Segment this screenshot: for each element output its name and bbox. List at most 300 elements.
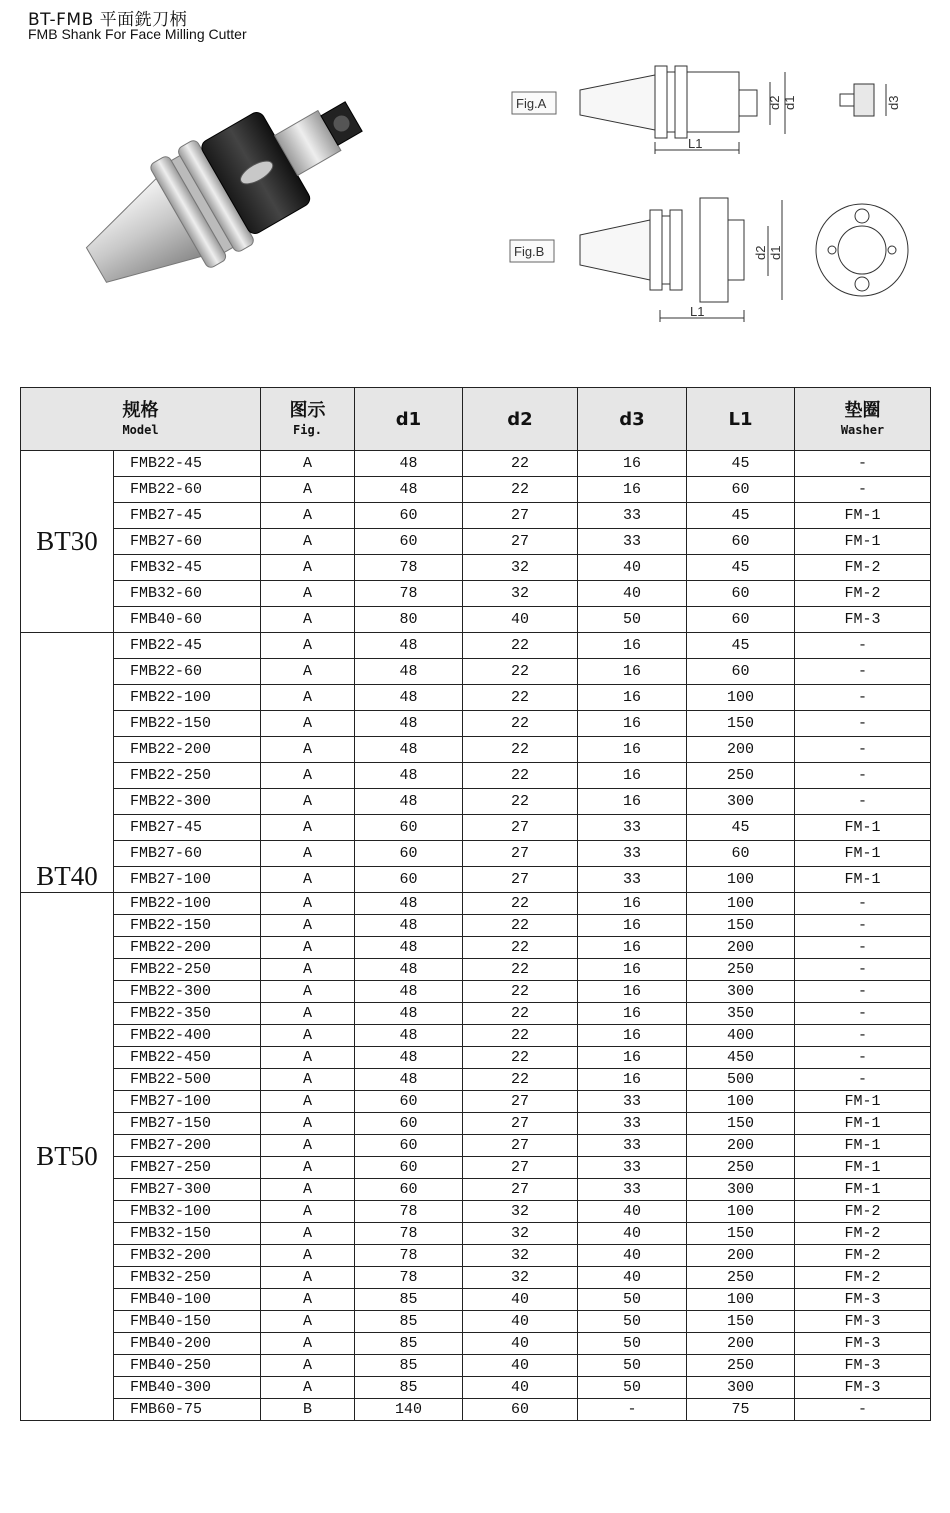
cell-l1: 45 [687,503,795,529]
cell-d3: 50 [578,1311,687,1333]
cell-model: FMB22-60 [114,659,261,685]
cell-d2: 32 [463,1245,578,1267]
cell-model: FMB40-60 [114,607,261,633]
cell-d1: 80 [355,607,463,633]
cell-model: FMB32-45 [114,555,261,581]
cell-d3: 50 [578,1333,687,1355]
cell-d1: 85 [355,1333,463,1355]
cell-d1: 60 [355,1135,463,1157]
table-row [21,633,931,659]
cell-d1: 85 [355,1311,463,1333]
table-row [21,893,931,915]
cell-d1: 48 [355,685,463,711]
cell-l1: 300 [687,1377,795,1399]
page-title: BT-FMB 平面銑刀柄 [28,10,188,30]
cell-model: FMB22-100 [114,685,261,711]
cell-fig: A [261,555,355,581]
cell-l1: 100 [687,1091,795,1113]
cell-fig: A [261,1069,355,1091]
cell-washer: FM-2 [795,1201,931,1223]
cell-d2: 60 [463,1399,578,1421]
cell-l1: 60 [687,581,795,607]
cell-d3: 16 [578,959,687,981]
cell-d2: 22 [463,915,578,937]
cell-l1: 100 [687,867,795,893]
table-row [21,815,931,841]
cell-d3: 33 [578,503,687,529]
table-row [21,1157,931,1179]
cell-washer: - [795,893,931,915]
table-row [21,1047,931,1069]
cell-model: FMB32-200 [114,1245,261,1267]
header-l1: L1 [687,388,795,451]
cell-washer: - [795,711,931,737]
cell-model: FMB27-200 [114,1135,261,1157]
cell-d1: 60 [355,815,463,841]
cell-l1: 250 [687,1157,795,1179]
cell-d3: 16 [578,685,687,711]
cell-fig: B [261,1399,355,1421]
cell-d1: 60 [355,841,463,867]
cell-washer: FM-1 [795,503,931,529]
cell-fig: A [261,1135,355,1157]
cell-d2: 22 [463,659,578,685]
cell-l1: 45 [687,815,795,841]
cell-model: FMB40-100 [114,1289,261,1311]
cell-l1: 60 [687,529,795,555]
cell-model: FMB22-250 [114,959,261,981]
cell-fig: A [261,1223,355,1245]
table-row [21,555,931,581]
cell-washer: FM-1 [795,1179,931,1201]
cell-d3: 16 [578,915,687,937]
cell-d2: 27 [463,815,578,841]
cell-d3: 16 [578,763,687,789]
cell-d1: 78 [355,555,463,581]
cell-washer: FM-1 [795,1135,931,1157]
cell-d3: 40 [578,1245,687,1267]
cell-fig: A [261,1113,355,1135]
table-row [21,477,931,503]
cell-d2: 27 [463,1091,578,1113]
table-row [21,1223,931,1245]
cell-d3: 16 [578,937,687,959]
cell-d3: 33 [578,529,687,555]
cell-d3: 16 [578,1003,687,1025]
cell-washer: FM-1 [795,1113,931,1135]
cell-model: FMB22-45 [114,451,261,477]
cell-washer: FM-1 [795,1157,931,1179]
table-row [21,789,931,815]
cell-d3: 16 [578,1047,687,1069]
table-row [21,659,931,685]
cell-d1: 60 [355,1091,463,1113]
cell-d3: 16 [578,981,687,1003]
table-row [21,1091,931,1113]
cell-d2: 32 [463,1223,578,1245]
cell-d3: 16 [578,789,687,815]
cell-d2: 27 [463,1113,578,1135]
cell-fig: A [261,1355,355,1377]
cell-d3: 50 [578,1355,687,1377]
table-row [21,867,931,893]
cell-washer: FM-1 [795,1091,931,1113]
cell-fig: A [261,1267,355,1289]
cell-fig: A [261,867,355,893]
cell-washer: - [795,981,931,1003]
cell-d3: 16 [578,633,687,659]
cell-fig: A [261,1333,355,1355]
cell-d1: 60 [355,529,463,555]
table-row [21,1333,931,1355]
fig-b-label: Fig.B [514,244,545,259]
fig-a-d1-label: d1 [782,95,797,110]
cell-d1: 78 [355,1267,463,1289]
fig-b-d2-label: d2 [753,245,768,260]
cell-d1: 48 [355,789,463,815]
cell-d3: 33 [578,841,687,867]
cell-washer: FM-2 [795,1267,931,1289]
cell-d3: 50 [578,1289,687,1311]
cell-fig: A [261,711,355,737]
cell-washer: FM-3 [795,1333,931,1355]
table-row [21,1377,931,1399]
cell-fig: A [261,685,355,711]
cell-model: FMB27-45 [114,503,261,529]
cell-washer: FM-3 [795,1289,931,1311]
cell-d1: 60 [355,503,463,529]
cell-model: FMB32-100 [114,1201,261,1223]
cell-d1: 85 [355,1377,463,1399]
cell-model: FMB22-60 [114,477,261,503]
table-row [21,711,931,737]
cell-l1: 100 [687,1201,795,1223]
cell-l1: 300 [687,789,795,815]
product-photo [55,70,415,300]
cell-model: FMB22-150 [114,915,261,937]
table-header-row [21,388,931,451]
cell-l1: 400 [687,1025,795,1047]
cell-d1: 60 [355,867,463,893]
cell-fig: A [261,1091,355,1113]
cell-d1: 78 [355,581,463,607]
cell-d1: 48 [355,1047,463,1069]
cell-fig: A [261,1157,355,1179]
cell-d2: 27 [463,529,578,555]
cell-l1: 100 [687,685,795,711]
cell-d2: 40 [463,1333,578,1355]
cell-d2: 22 [463,937,578,959]
technical-drawings [500,50,920,350]
cell-model: FMB22-500 [114,1069,261,1091]
cell-model: FMB22-300 [114,981,261,1003]
cell-d3: 40 [578,1223,687,1245]
cell-fig: A [261,1377,355,1399]
table-row [21,1355,931,1377]
cell-d2: 40 [463,1355,578,1377]
table-row [21,503,931,529]
cell-l1: 200 [687,737,795,763]
cell-d3: 16 [578,1025,687,1047]
cell-l1: 250 [687,1355,795,1377]
cell-d3: 33 [578,1113,687,1135]
cell-d2: 27 [463,867,578,893]
cell-d1: 60 [355,1113,463,1135]
cell-d3: 16 [578,451,687,477]
cell-d3: 33 [578,867,687,893]
group-label: BT30 [21,451,114,633]
cell-model: FMB32-60 [114,581,261,607]
cell-d1: 48 [355,959,463,981]
cell-fig: A [261,737,355,763]
cell-d1: 60 [355,1157,463,1179]
cell-model: FMB27-60 [114,841,261,867]
cell-washer: - [795,915,931,937]
cell-washer: - [795,1399,931,1421]
cell-d2: 22 [463,685,578,711]
cell-fig: A [261,893,355,915]
cell-washer: FM-3 [795,607,931,633]
cell-d2: 22 [463,893,578,915]
table-row [21,1245,931,1267]
cell-washer: FM-2 [795,1245,931,1267]
cell-washer: - [795,1003,931,1025]
cell-d2: 22 [463,763,578,789]
header-washer: 垫圈 Washer [795,388,931,451]
cell-washer: - [795,633,931,659]
cell-d1: 85 [355,1355,463,1377]
cell-model: FMB27-100 [114,867,261,893]
cell-d2: 32 [463,1201,578,1223]
cell-model: FMB27-100 [114,1091,261,1113]
cell-l1: 100 [687,1289,795,1311]
cell-d3: 16 [578,711,687,737]
cell-model: FMB32-250 [114,1267,261,1289]
table-row [21,1025,931,1047]
cell-model: FMB22-400 [114,1025,261,1047]
cell-model: FMB27-45 [114,815,261,841]
cell-d2: 22 [463,1025,578,1047]
cell-d1: 78 [355,1245,463,1267]
cell-washer: - [795,451,931,477]
cell-washer: - [795,685,931,711]
table-row [21,1311,931,1333]
table-row [21,529,931,555]
cell-d1: 48 [355,737,463,763]
table-row [21,1201,931,1223]
cell-d3: 33 [578,1157,687,1179]
cell-fig: A [261,915,355,937]
cell-fig: A [261,633,355,659]
cell-fig: A [261,959,355,981]
cell-l1: 200 [687,1135,795,1157]
group-label: BT40 [21,633,114,893]
cell-d3: 40 [578,581,687,607]
header-d2: d2 [463,388,578,451]
cell-fig: A [261,1311,355,1333]
cell-d1: 48 [355,981,463,1003]
cell-model: FMB27-60 [114,529,261,555]
header-model: 规格 Model [21,388,261,451]
cell-washer: - [795,763,931,789]
fig-a-l1-label: L1 [688,136,703,151]
cell-fig: A [261,1003,355,1025]
cell-d1: 48 [355,915,463,937]
page-subtitle: FMB Shank For Face Milling Cutter [28,26,247,42]
cell-l1: 250 [687,959,795,981]
cell-washer: - [795,477,931,503]
cell-d1: 48 [355,1025,463,1047]
cell-d2: 22 [463,451,578,477]
cell-fig: A [261,981,355,1003]
cell-d3: 50 [578,1377,687,1399]
cell-washer: FM-3 [795,1377,931,1399]
cell-l1: 200 [687,1245,795,1267]
table-row [21,1289,931,1311]
cell-d1: 60 [355,1179,463,1201]
cell-d1: 48 [355,633,463,659]
group-label: BT50 [21,893,114,1421]
cell-d2: 27 [463,841,578,867]
table-row [21,451,931,477]
cell-fig: A [261,529,355,555]
cell-d1: 78 [355,1223,463,1245]
cell-d2: 22 [463,1047,578,1069]
cell-d3: - [578,1399,687,1421]
cell-fig: A [261,503,355,529]
table-row [21,959,931,981]
cell-model: FMB27-150 [114,1113,261,1135]
cell-l1: 150 [687,915,795,937]
cell-d2: 22 [463,477,578,503]
cell-washer: FM-3 [795,1311,931,1333]
table-row [21,981,931,1003]
cell-model: FMB22-450 [114,1047,261,1069]
cell-model: FMB22-250 [114,763,261,789]
cell-d2: 40 [463,1377,578,1399]
cell-l1: 150 [687,1113,795,1135]
cell-d2: 22 [463,633,578,659]
table-row [21,937,931,959]
header-d1: d1 [355,388,463,451]
cell-washer: FM-2 [795,1223,931,1245]
cell-l1: 250 [687,1267,795,1289]
cell-d2: 32 [463,555,578,581]
cell-l1: 300 [687,981,795,1003]
cell-washer: FM-1 [795,867,931,893]
table-row [21,1399,931,1421]
cell-d2: 32 [463,1267,578,1289]
cell-d1: 48 [355,937,463,959]
cell-d1: 140 [355,1399,463,1421]
spec-table [20,387,931,1421]
cell-d1: 48 [355,1003,463,1025]
cell-model: FMB27-250 [114,1157,261,1179]
fig-a-d2-label: d2 [767,95,782,110]
table-row [21,915,931,937]
cell-fig: A [261,607,355,633]
table-row [21,737,931,763]
cell-model: FMB22-45 [114,633,261,659]
cell-d1: 85 [355,1289,463,1311]
cell-model: FMB22-300 [114,789,261,815]
cell-fig: A [261,1179,355,1201]
cell-fig: A [261,581,355,607]
cell-l1: 45 [687,555,795,581]
cell-fig: A [261,1245,355,1267]
cell-l1: 60 [687,659,795,685]
cell-l1: 60 [687,607,795,633]
cell-d1: 48 [355,451,463,477]
table-row [21,685,931,711]
cell-washer: - [795,789,931,815]
cell-fig: A [261,789,355,815]
cell-washer: FM-2 [795,555,931,581]
cell-d2: 27 [463,503,578,529]
table-row [21,607,931,633]
cell-l1: 150 [687,1223,795,1245]
cell-l1: 200 [687,1333,795,1355]
cell-fig: A [261,1047,355,1069]
table-row [21,581,931,607]
cell-washer: FM-3 [795,1355,931,1377]
cell-d2: 22 [463,1003,578,1025]
fig-b-l1-label: L1 [690,304,705,319]
cell-l1: 150 [687,711,795,737]
cell-fig: A [261,841,355,867]
cell-l1: 500 [687,1069,795,1091]
cell-washer: - [795,1025,931,1047]
cell-fig: A [261,477,355,503]
cell-l1: 150 [687,1311,795,1333]
cell-d2: 22 [463,711,578,737]
cell-model: FMB22-350 [114,1003,261,1025]
cell-fig: A [261,1025,355,1047]
cell-washer: FM-2 [795,581,931,607]
cell-d1: 48 [355,711,463,737]
table-row [21,1135,931,1157]
cell-d1: 48 [355,477,463,503]
cell-d3: 16 [578,477,687,503]
cell-washer: - [795,1047,931,1069]
cell-washer: FM-1 [795,529,931,555]
cell-l1: 300 [687,1179,795,1201]
cell-d1: 78 [355,1201,463,1223]
cell-d2: 22 [463,959,578,981]
cell-l1: 250 [687,763,795,789]
cell-fig: A [261,1289,355,1311]
cell-model: FMB32-150 [114,1223,261,1245]
cell-l1: 75 [687,1399,795,1421]
cell-d3: 40 [578,555,687,581]
cell-d3: 40 [578,1267,687,1289]
cell-model: FMB60-75 [114,1399,261,1421]
table-row [21,841,931,867]
cell-fig: A [261,763,355,789]
cell-fig: A [261,451,355,477]
cell-d2: 22 [463,789,578,815]
cell-d3: 33 [578,1135,687,1157]
cell-washer: - [795,937,931,959]
cell-l1: 60 [687,841,795,867]
cell-d3: 33 [578,815,687,841]
table-row [21,1179,931,1201]
table-row [21,1069,931,1091]
cell-model: FMB40-250 [114,1355,261,1377]
cell-model: FMB40-300 [114,1377,261,1399]
cell-washer: FM-1 [795,841,931,867]
cell-l1: 60 [687,477,795,503]
